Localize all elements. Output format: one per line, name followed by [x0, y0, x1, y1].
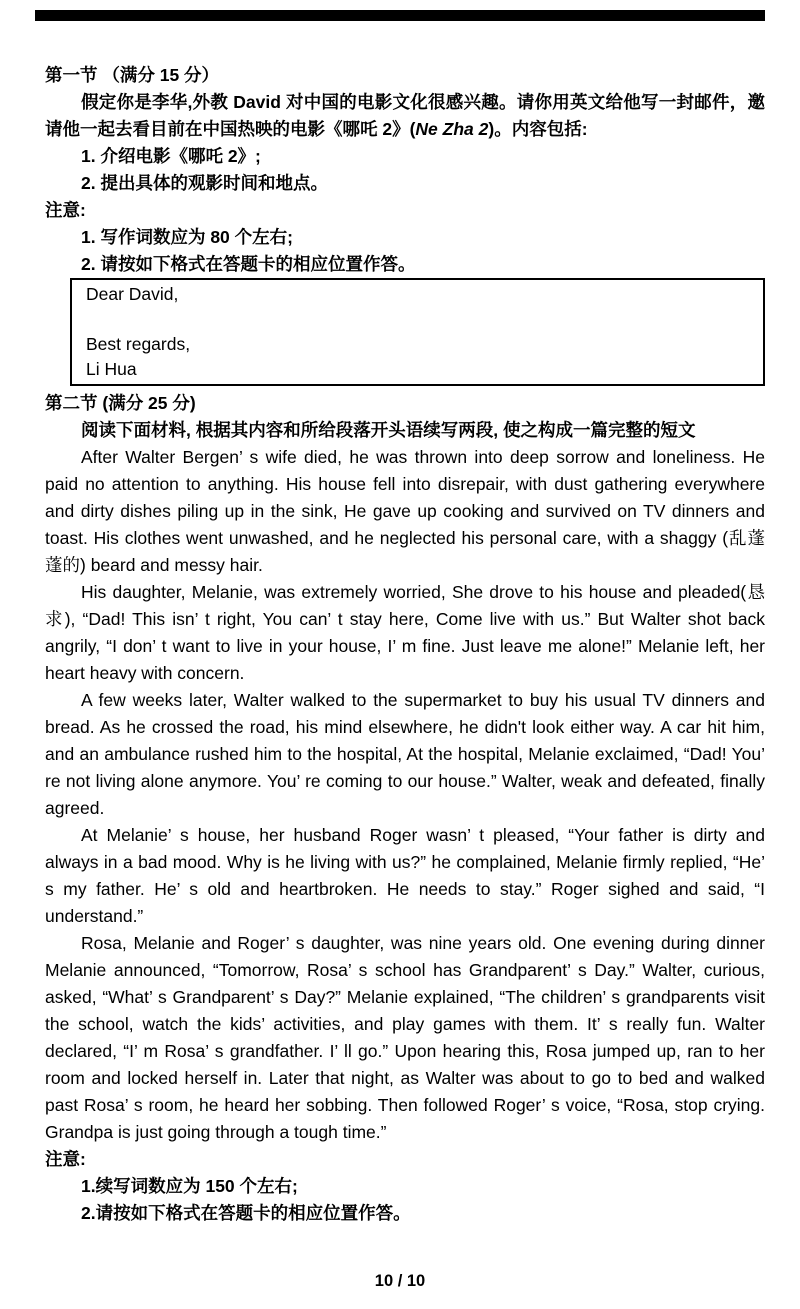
section2-note-1: 1.续写词数应为 150 个左右; [81, 1176, 298, 1196]
scan-artifact-bar [35, 10, 765, 21]
section1-note-1: 1. 写作词数应为 80 个左右; [81, 227, 293, 247]
section1-notice-label: 注意: [45, 200, 86, 220]
story-paragraph: Rosa, Melanie and Roger’ s daughter, was nine years old. One evening during dinner Melanie announced, “Tomorrow, Rosa’ s school has Grandparent’ s Day.” Walter, curious, asked, “What’ s Grandparent’ s Day?” Melanie explained, “The children’ s grandparents visit the school, watch the kids’ activities, and play games with them. It’ s really fun. Walter declared, “I’ m Rosa’ s grandfather. I’ ll go.” Upon hearing this, Rosa jumped up, ran to her room and locked herself in. Later that night, as Walter was about to go to bed and walked past Rosa’ s room, he heard her sobbing. Then followed Roger’ s voice, “Rosa, stop crying. Grandpa is just going through a tough time.” [45, 933, 765, 1142]
story-paragraph: A few weeks later, Walter walked to the supermarket to buy his usual TV dinners and bread. As he crossed the road, his mind elsewhere, he didn't look either way. A car hit him, and an ambulance rushed him to the hospital, At the hospital, Melanie exclaimed, “Dad! You’ re not living alone anymore. You’ re coming to our house.” Walter, weak and defeated, finally agreed. [45, 690, 765, 818]
movie-english-title: Ne Zha 2 [415, 119, 489, 139]
answer-format-box [70, 278, 765, 386]
section1-point-2: 2. 提出具体的观影时间和地点。 [81, 173, 328, 193]
answer-box-salutation: Dear David, [86, 284, 179, 304]
section2-note-2: 2.请按如下格式在答题卡的相应位置作答。 [81, 1203, 411, 1223]
answer-box-blank-line [86, 307, 753, 332]
story-paragraph: After Walter Bergen’ s wife died, he was thrown into deep sorrow and loneliness. He paid no attention to anything. His house fell into disrepair, with dust gathering everywhere and dirty dishes piling up in the sink, He gave up cooking and survived on TV dinners and toast. His clothes went unwashed, and he neglected his personal care, with a shaggy (乱蓬蓬的) beard and messy hair. [45, 447, 765, 575]
section1-intro [45, 89, 765, 143]
section1-intro-text: 假定你是李华,外教 David 对中国的电影文化很感兴趣。请你用英文给他写一封邮件，邀请他一起去看目前在中国热映的电影《哪吒 2》( [45, 92, 765, 139]
section1-heading: 第一节 （满分 15 分） [45, 65, 220, 85]
story-paragraph: At Melanie’ s house, her husband Roger wasn’ t pleased, “Your father is dirty and always in a bad mood. Why is he living with us?” he complained, Melanie firmly replied, “He’ s my father. He’ s old and heartbroken. He needs to stay.” Roger sighed and said, “I understand.” [45, 825, 765, 926]
page-number: 10 / 10 [374, 1272, 426, 1290]
section1-intro-text-end: )。内容包括: [488, 119, 588, 139]
story-paragraph: His daughter, Melanie, was extremely worried, She drove to his house and pleaded(恳求), “Dad! This isn’ t right, You can’ t stay here, Come live with us.” But Walter shot back angrily, “I don’ t want to live in your house, I’ m fine. Just leave me alone!” Melanie left, her heart heavy with concern. [45, 582, 765, 683]
section1-point-1: 1. 介绍电影《哪吒 2》; [81, 146, 261, 166]
section1-note-2: 2. 请按如下格式在答题卡的相应位置作答。 [81, 254, 416, 274]
section2-heading: 第二节 (满分 25 分) [45, 393, 196, 413]
section2-notice-label: 注意: [45, 1149, 86, 1169]
answer-box-signature: Li Hua [86, 359, 137, 379]
answer-box-closing: Best regards, [86, 334, 191, 354]
section2-instruction: 阅读下面材料, 根据其内容和所给段落开头语续写两段, 使之构成一篇完整的短文 [81, 420, 696, 440]
